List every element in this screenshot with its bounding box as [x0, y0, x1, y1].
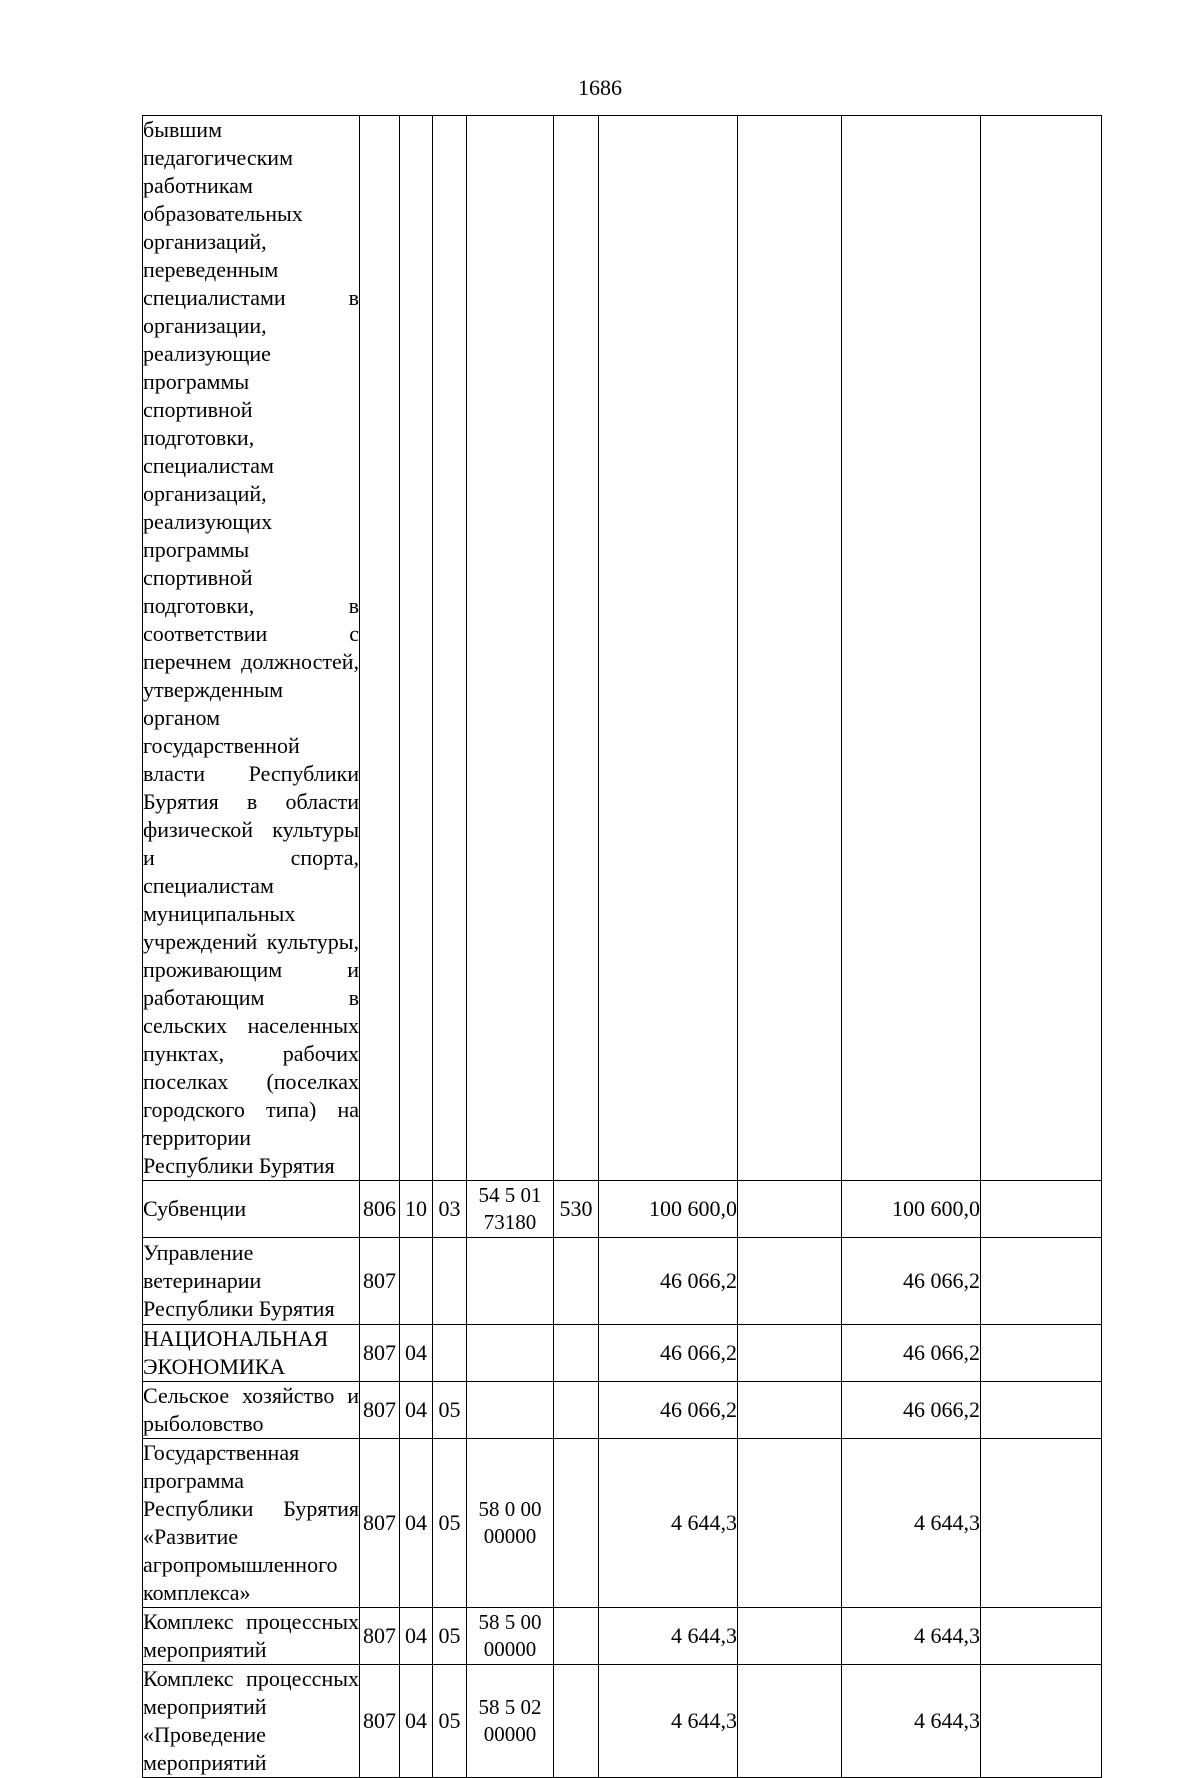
expense-type-cell	[554, 116, 599, 1181]
target-article-cell	[467, 1238, 554, 1325]
section-code-cell: 04	[400, 1325, 433, 1382]
amount-column-7-cell	[738, 116, 842, 1181]
amount-column-9-cell	[981, 1665, 1102, 1778]
section-code-cell: 04	[400, 1382, 433, 1439]
target-article-cell	[467, 116, 554, 1181]
amount-column-9-cell	[981, 116, 1102, 1181]
amount-column-7-cell	[738, 1181, 842, 1238]
section-code-cell: 10	[400, 1181, 433, 1238]
row-name-cell: Управление ветеринарии Республики Бурятия	[143, 1238, 360, 1325]
page-number: 1686	[578, 75, 622, 100]
section-code-cell: 04	[400, 1439, 433, 1608]
amount-column-8-cell: 46 066,2	[842, 1325, 981, 1382]
amount-column-9-cell	[981, 1181, 1102, 1238]
amount-column-8-cell: 4 644,3	[842, 1439, 981, 1608]
table-row	[143, 1325, 1102, 1382]
subsection-code-cell: 05	[433, 1608, 467, 1665]
section-code-cell: 04	[400, 1665, 433, 1778]
total-amount-cell: 4 644,3	[599, 1665, 738, 1778]
row-name-cell: Субвенции	[143, 1181, 360, 1238]
ministry-code-cell: 807	[360, 1382, 400, 1439]
expense-type-cell	[554, 1382, 599, 1439]
expense-type-cell: 530	[554, 1181, 599, 1238]
target-article-cell: 58 0 00 00000	[467, 1439, 554, 1608]
table-row	[143, 1238, 1102, 1325]
amount-column-7-cell	[738, 1325, 842, 1382]
ministry-code-cell	[360, 116, 400, 1181]
subsection-code-cell: 05	[433, 1382, 467, 1439]
expense-type-cell	[554, 1608, 599, 1665]
row-name-cell: НАЦИОНАЛЬНАЯ ЭКОНОМИКА	[143, 1325, 360, 1382]
section-code-cell	[400, 1238, 433, 1325]
table-row	[143, 1665, 1102, 1778]
amount-column-8-cell: 4 644,3	[842, 1665, 981, 1778]
ministry-code-cell: 807	[360, 1439, 400, 1608]
section-code-cell	[400, 116, 433, 1181]
total-amount-cell: 100 600,0	[599, 1181, 738, 1238]
target-article-cell: 58 5 00 00000	[467, 1608, 554, 1665]
row-name-cell: бывшим педагогическим работникам образовательных организаций, переведенным специалистами в организации, реализующие программы спортивной подготовки, специалистам организаций, реализующих программы спортивной подготовки, в соответствии с перечнем должностей, утвержденным органом государственной власти Республики Бурятия в области физической культуры и спорта, специалистам муниципальных учреждений культуры, проживающим и работающим в сельских населенных пунктах, рабочих поселках (поселках городского типа) на территории Республики Бурятия	[143, 116, 360, 1181]
total-amount-cell: 4 644,3	[599, 1608, 738, 1665]
total-amount-cell: 46 066,2	[599, 1238, 738, 1325]
ministry-code-cell: 807	[360, 1238, 400, 1325]
target-article-cell	[467, 1325, 554, 1382]
amount-column-7-cell	[738, 1439, 842, 1608]
row-name-cell: Комплекс процессных мероприятий	[143, 1608, 360, 1665]
subsection-code-cell	[433, 1238, 467, 1325]
ministry-code-cell: 807	[360, 1608, 400, 1665]
total-amount-cell: 4 644,3	[599, 1439, 738, 1608]
table-row	[143, 1608, 1102, 1665]
amount-column-7-cell	[738, 1238, 842, 1325]
amount-column-9-cell	[981, 1238, 1102, 1325]
amount-column-8-cell: 46 066,2	[842, 1238, 981, 1325]
ministry-code-cell: 806	[360, 1181, 400, 1238]
amount-column-7-cell	[738, 1608, 842, 1665]
target-article-cell	[467, 1382, 554, 1439]
row-name-cell: Комплекс процессных мероприятий «Проведение мероприятий	[143, 1665, 360, 1778]
amount-column-7-cell	[738, 1665, 842, 1778]
budget-table	[142, 115, 1102, 1778]
amount-column-8-cell	[842, 116, 981, 1181]
amount-column-8-cell: 4 644,3	[842, 1608, 981, 1665]
subsection-code-cell: 03	[433, 1181, 467, 1238]
subsection-code-cell	[433, 116, 467, 1181]
ministry-code-cell: 807	[360, 1325, 400, 1382]
amount-column-8-cell: 46 066,2	[842, 1382, 981, 1439]
total-amount-cell	[599, 116, 738, 1181]
subsection-code-cell	[433, 1325, 467, 1382]
expense-type-cell	[554, 1238, 599, 1325]
section-code-cell: 04	[400, 1608, 433, 1665]
expense-type-cell	[554, 1325, 599, 1382]
amount-column-9-cell	[981, 1382, 1102, 1439]
subsection-code-cell: 05	[433, 1439, 467, 1608]
table-row	[143, 1181, 1102, 1238]
table-row	[143, 1382, 1102, 1439]
expense-type-cell	[554, 1439, 599, 1608]
row-name-cell: Сельское хозяйство и рыболовство	[143, 1382, 360, 1439]
expense-type-cell	[554, 1665, 599, 1778]
amount-column-9-cell	[981, 1325, 1102, 1382]
row-name-cell: Государственная программа Республики Бурятия «Развитие агропромышленного комплекса»	[143, 1439, 360, 1608]
target-article-cell: 54 5 01 73180	[467, 1181, 554, 1238]
target-article-cell: 58 5 02 00000	[467, 1665, 554, 1778]
amount-column-9-cell	[981, 1608, 1102, 1665]
table-row	[143, 1439, 1102, 1608]
amount-column-9-cell	[981, 1439, 1102, 1608]
amount-column-8-cell: 100 600,0	[842, 1181, 981, 1238]
amount-column-7-cell	[738, 1382, 842, 1439]
subsection-code-cell: 05	[433, 1665, 467, 1778]
ministry-code-cell: 807	[360, 1665, 400, 1778]
total-amount-cell: 46 066,2	[599, 1325, 738, 1382]
table-row	[143, 116, 1102, 1181]
total-amount-cell: 46 066,2	[599, 1382, 738, 1439]
